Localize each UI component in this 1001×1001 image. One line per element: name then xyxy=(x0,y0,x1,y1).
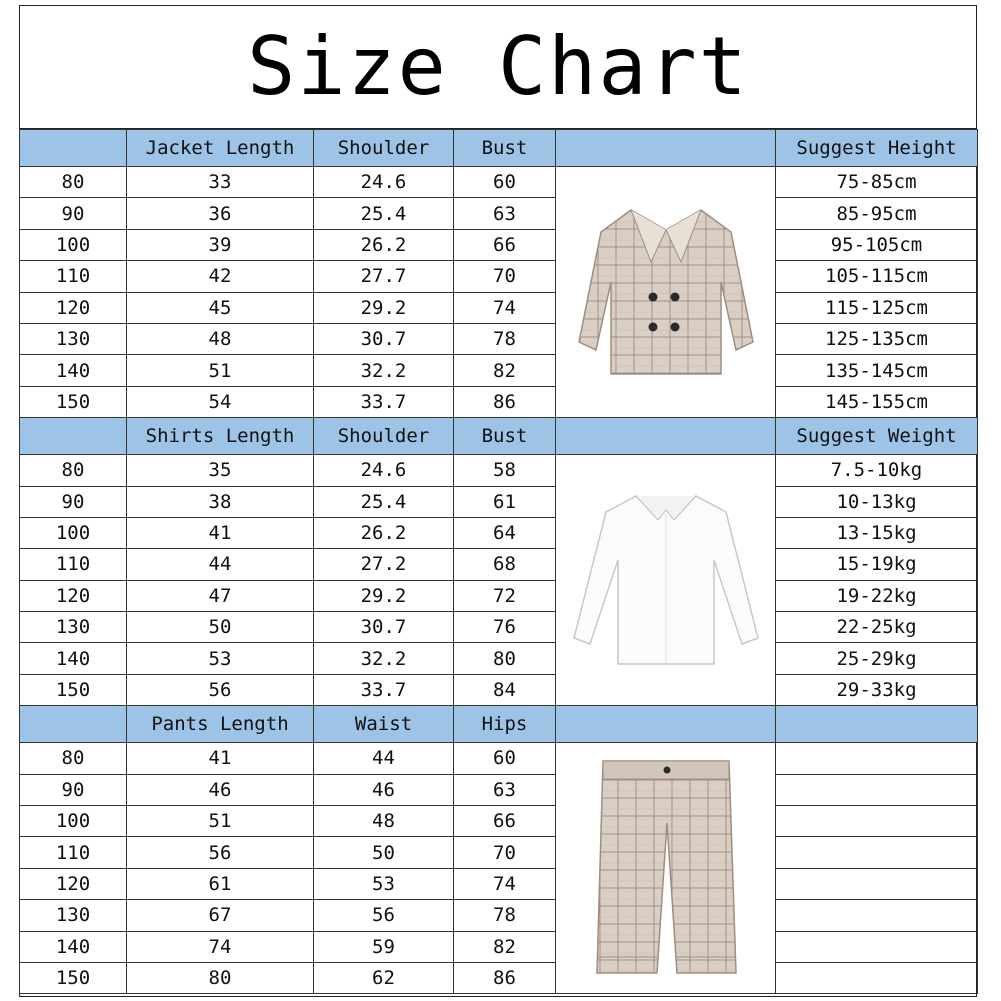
header-cell: Suggest Height xyxy=(776,130,978,167)
table-cell: 33.7 xyxy=(314,674,454,705)
table-cell: 150 xyxy=(20,674,127,705)
table-cell: 53 xyxy=(127,643,314,674)
table-cell: 59 xyxy=(314,931,454,962)
table-cell: 86 xyxy=(454,386,556,417)
table-cell: 33.7 xyxy=(314,386,454,417)
table-cell: 84 xyxy=(454,674,556,705)
suggest-cell xyxy=(776,774,978,805)
table-cell: 60 xyxy=(454,743,556,774)
table-cell: 140 xyxy=(20,931,127,962)
suggest-cell xyxy=(776,868,978,899)
table-row xyxy=(20,962,978,993)
table-cell: 51 xyxy=(127,806,314,837)
header-cell xyxy=(556,130,776,167)
table-row xyxy=(20,931,978,962)
table-row xyxy=(20,580,978,611)
header-cell xyxy=(556,418,776,455)
table-cell: 70 xyxy=(454,837,556,868)
table-cell: 56 xyxy=(314,900,454,931)
garment-image-cell xyxy=(556,167,776,418)
table-cell: 27.2 xyxy=(314,549,454,580)
table-row xyxy=(20,292,978,323)
table-cell: 27.7 xyxy=(314,261,454,292)
table-cell: 68 xyxy=(454,549,556,580)
table-row xyxy=(20,455,978,486)
header-cell: Pants Length xyxy=(127,706,314,743)
header-row xyxy=(20,418,978,455)
plaid-pants-image xyxy=(591,753,741,983)
table-cell: 39 xyxy=(127,229,314,260)
suggest-cell: 25-29kg xyxy=(776,643,978,674)
suggest-cell: 75-85cm xyxy=(776,167,978,198)
table-row xyxy=(20,900,978,931)
table-cell: 64 xyxy=(454,517,556,548)
table-cell: 80 xyxy=(20,743,127,774)
table-cell: 50 xyxy=(127,612,314,643)
table-cell: 63 xyxy=(454,198,556,229)
table-cell: 74 xyxy=(454,868,556,899)
suggest-cell xyxy=(776,962,978,993)
table-row xyxy=(20,837,978,868)
suggest-cell xyxy=(776,837,978,868)
header-row xyxy=(20,706,978,743)
suggest-cell: 105-115cm xyxy=(776,261,978,292)
plaid-jacket-image xyxy=(571,202,761,382)
table-cell: 120 xyxy=(20,292,127,323)
suggest-cell xyxy=(776,900,978,931)
size-table xyxy=(19,129,978,994)
table-cell: 56 xyxy=(127,837,314,868)
table-cell: 30.7 xyxy=(314,612,454,643)
table-cell: 120 xyxy=(20,868,127,899)
table-cell: 44 xyxy=(314,743,454,774)
table-cell: 62 xyxy=(314,962,454,993)
table-cell: 150 xyxy=(20,962,127,993)
header-cell: Suggest Weight xyxy=(776,418,978,455)
table-cell: 72 xyxy=(454,580,556,611)
table-cell: 29.2 xyxy=(314,292,454,323)
table-row xyxy=(20,486,978,517)
table-cell: 35 xyxy=(127,455,314,486)
table-cell: 45 xyxy=(127,292,314,323)
table-row xyxy=(20,868,978,899)
table-cell: 42 xyxy=(127,261,314,292)
header-row xyxy=(20,130,978,167)
table-cell: 70 xyxy=(454,261,556,292)
table-cell: 48 xyxy=(314,806,454,837)
table-cell: 30.7 xyxy=(314,323,454,354)
table-cell: 100 xyxy=(20,806,127,837)
suggest-cell: 19-22kg xyxy=(776,580,978,611)
suggest-cell: 125-135cm xyxy=(776,323,978,354)
table-cell: 33 xyxy=(127,167,314,198)
suggest-cell: 13-15kg xyxy=(776,517,978,548)
table-row xyxy=(20,229,978,260)
suggest-cell: 135-145cm xyxy=(776,355,978,386)
header-cell xyxy=(20,130,127,167)
table-cell: 74 xyxy=(454,292,556,323)
table-row xyxy=(20,549,978,580)
table-row xyxy=(20,261,978,292)
table-cell: 76 xyxy=(454,612,556,643)
header-cell xyxy=(556,706,776,743)
table-cell: 120 xyxy=(20,580,127,611)
table-cell: 100 xyxy=(20,517,127,548)
table-cell: 56 xyxy=(127,674,314,705)
table-row xyxy=(20,355,978,386)
garment-image-cell xyxy=(556,455,776,706)
table-cell: 140 xyxy=(20,643,127,674)
page-title: Size Chart xyxy=(19,5,977,129)
table-cell: 29.2 xyxy=(314,580,454,611)
table-cell: 25.4 xyxy=(314,198,454,229)
table-cell: 24.6 xyxy=(314,455,454,486)
table-cell: 66 xyxy=(454,806,556,837)
header-cell: Jacket Length xyxy=(127,130,314,167)
table-cell: 86 xyxy=(454,962,556,993)
table-cell: 63 xyxy=(454,774,556,805)
table-cell: 80 xyxy=(20,167,127,198)
table-cell: 60 xyxy=(454,167,556,198)
header-cell xyxy=(20,706,127,743)
table-row xyxy=(20,774,978,805)
table-row xyxy=(20,806,978,837)
header-cell: Bust xyxy=(454,418,556,455)
table-cell: 110 xyxy=(20,549,127,580)
table-cell: 46 xyxy=(127,774,314,805)
table-cell: 100 xyxy=(20,229,127,260)
table-row xyxy=(20,674,978,705)
table-cell: 61 xyxy=(127,868,314,899)
table-row xyxy=(20,198,978,229)
table-row xyxy=(20,643,978,674)
suggest-cell xyxy=(776,931,978,962)
table-cell: 66 xyxy=(454,229,556,260)
table-cell: 32.2 xyxy=(314,643,454,674)
table-cell: 140 xyxy=(20,355,127,386)
table-cell: 82 xyxy=(454,355,556,386)
table-cell: 110 xyxy=(20,837,127,868)
table-cell: 80 xyxy=(20,455,127,486)
suggest-cell: 15-19kg xyxy=(776,549,978,580)
table-row xyxy=(20,386,978,417)
suggest-cell xyxy=(776,743,978,774)
table-cell: 80 xyxy=(454,643,556,674)
table-row xyxy=(20,612,978,643)
header-cell xyxy=(776,706,978,743)
header-cell: Bust xyxy=(454,130,556,167)
suggest-cell: 10-13kg xyxy=(776,486,978,517)
table-cell: 61 xyxy=(454,486,556,517)
table-cell: 38 xyxy=(127,486,314,517)
header-cell: Shirts Length xyxy=(127,418,314,455)
table-cell: 90 xyxy=(20,774,127,805)
table-cell: 25.4 xyxy=(314,486,454,517)
table-cell: 130 xyxy=(20,323,127,354)
table-cell: 48 xyxy=(127,323,314,354)
white-shirt-image xyxy=(566,490,766,670)
suggest-cell: 115-125cm xyxy=(776,292,978,323)
suggest-cell: 85-95cm xyxy=(776,198,978,229)
table-row xyxy=(20,323,978,354)
table-cell: 150 xyxy=(20,386,127,417)
table-cell: 26.2 xyxy=(314,517,454,548)
table-cell: 67 xyxy=(127,900,314,931)
table-cell: 24.6 xyxy=(314,167,454,198)
table-cell: 53 xyxy=(314,868,454,899)
table-row xyxy=(20,517,978,548)
table-cell: 50 xyxy=(314,837,454,868)
suggest-cell xyxy=(776,806,978,837)
table-cell: 80 xyxy=(127,962,314,993)
suggest-cell: 95-105cm xyxy=(776,229,978,260)
header-cell: Waist xyxy=(314,706,454,743)
table-cell: 46 xyxy=(314,774,454,805)
table-cell: 130 xyxy=(20,900,127,931)
suggest-cell: 7.5-10kg xyxy=(776,455,978,486)
header-cell: Hips xyxy=(454,706,556,743)
table-cell: 26.2 xyxy=(314,229,454,260)
table-cell: 130 xyxy=(20,612,127,643)
table-cell: 74 xyxy=(127,931,314,962)
suggest-cell: 29-33kg xyxy=(776,674,978,705)
table-cell: 54 xyxy=(127,386,314,417)
suggest-cell: 145-155cm xyxy=(776,386,978,417)
header-cell xyxy=(20,418,127,455)
table-cell: 90 xyxy=(20,486,127,517)
table-cell: 41 xyxy=(127,517,314,548)
suggest-cell: 22-25kg xyxy=(776,612,978,643)
table-cell: 32.2 xyxy=(314,355,454,386)
table-row xyxy=(20,743,978,774)
table-row xyxy=(20,167,978,198)
garment-image-cell xyxy=(556,743,776,994)
table-cell: 36 xyxy=(127,198,314,229)
table-cell: 78 xyxy=(454,900,556,931)
table-cell: 44 xyxy=(127,549,314,580)
header-cell: Shoulder xyxy=(314,418,454,455)
table-cell: 82 xyxy=(454,931,556,962)
table-cell: 90 xyxy=(20,198,127,229)
table-cell: 78 xyxy=(454,323,556,354)
table-cell: 47 xyxy=(127,580,314,611)
header-cell: Shoulder xyxy=(314,130,454,167)
table-cell: 41 xyxy=(127,743,314,774)
table-cell: 51 xyxy=(127,355,314,386)
table-cell: 58 xyxy=(454,455,556,486)
table-cell: 110 xyxy=(20,261,127,292)
